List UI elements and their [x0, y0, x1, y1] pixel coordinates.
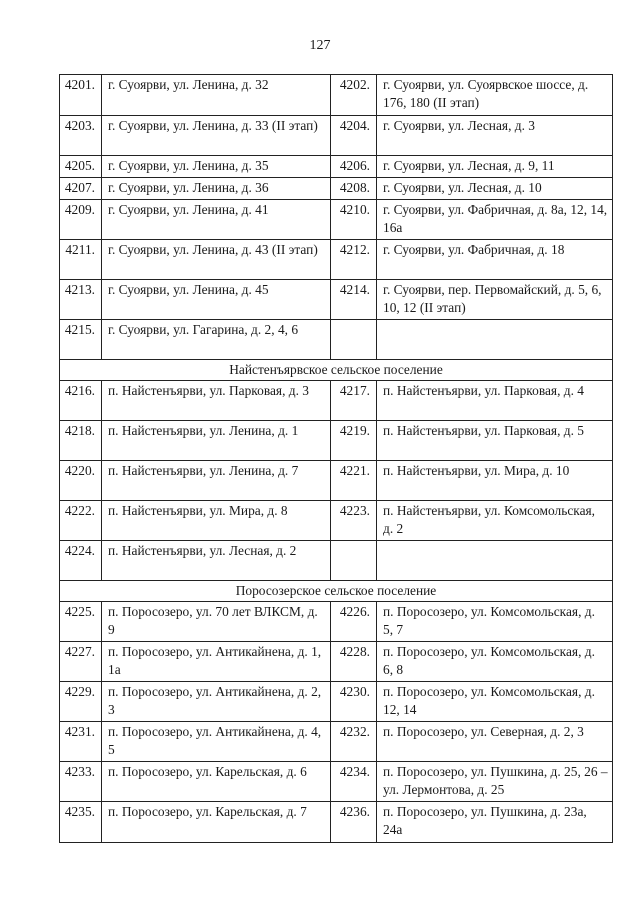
entry-number-right: 4206.	[331, 156, 377, 178]
address-left: п. Найстенъярви, ул. Мира, д. 8	[102, 501, 331, 541]
address-left: г. Суоярви, ул. Ленина, д. 32	[102, 75, 331, 116]
entry-number-right: 4221.	[331, 461, 377, 501]
table-row	[60, 421, 613, 461]
table-row	[60, 602, 613, 642]
entry-number-right: 4219.	[331, 421, 377, 461]
address-left: п. Найстенъярви, ул. Ленина, д. 7	[102, 461, 331, 501]
entry-number-left: 4224.	[60, 541, 102, 581]
section-header-row	[60, 360, 613, 381]
address-left: п. Поросозеро, ул. Антикайнена, д. 2, 3	[102, 682, 331, 722]
entry-number-left: 4201.	[60, 75, 102, 116]
address-left: г. Суоярви, ул. Ленина, д. 41	[102, 200, 331, 240]
entry-number-right: 4232.	[331, 722, 377, 762]
entry-number-left: 4233.	[60, 762, 102, 802]
address-table	[59, 74, 613, 843]
address-right: г. Суоярви, ул. Суоярвское шоссе, д. 176, 180 (II этап)	[377, 75, 613, 116]
entry-number-right	[331, 320, 377, 360]
entry-number-right: 4226.	[331, 602, 377, 642]
entry-number-left: 4216.	[60, 381, 102, 421]
address-left: п. Найстенъярви, ул. Лесная, д. 2	[102, 541, 331, 581]
address-right: п. Поросозеро, ул. Северная, д. 2, 3	[377, 722, 613, 762]
table-row	[60, 320, 613, 360]
table-row	[60, 75, 613, 116]
address-table-body	[60, 75, 613, 843]
address-left: п. Поросозеро, ул. Карельская, д. 6	[102, 762, 331, 802]
table-row	[60, 682, 613, 722]
address-right: п. Поросозеро, ул. Комсомольская, д. 5, 7	[377, 602, 613, 642]
address-right: п. Найстенъярви, ул. Парковая, д. 4	[377, 381, 613, 421]
entry-number-right: 4208.	[331, 178, 377, 200]
address-right: п. Поросозеро, ул. Пушкина, д. 23а, 24а	[377, 802, 613, 843]
address-right: п. Найстенъярви, ул. Парковая, д. 5	[377, 421, 613, 461]
table-row	[60, 200, 613, 240]
address-left: п. Поросозеро, ул. Антикайнена, д. 4, 5	[102, 722, 331, 762]
section-title: Поросозерское сельское поселение	[60, 581, 613, 602]
table-row	[60, 240, 613, 280]
address-right	[377, 320, 613, 360]
entry-number-left: 4220.	[60, 461, 102, 501]
section-header-row	[60, 581, 613, 602]
entry-number-right: 4228.	[331, 642, 377, 682]
address-left: г. Суоярви, ул. Ленина, д. 36	[102, 178, 331, 200]
entry-number-left: 4205.	[60, 156, 102, 178]
address-right: г. Суоярви, ул. Лесная, д. 10	[377, 178, 613, 200]
entry-number-left: 4213.	[60, 280, 102, 320]
entry-number-right: 4223.	[331, 501, 377, 541]
table-row	[60, 802, 613, 843]
address-right	[377, 541, 613, 581]
entry-number-right: 4234.	[331, 762, 377, 802]
table-row	[60, 280, 613, 320]
address-left: г. Суоярви, ул. Ленина, д. 33 (II этап)	[102, 116, 331, 156]
table-row	[60, 762, 613, 802]
entry-number-left: 4218.	[60, 421, 102, 461]
entry-number-right: 4212.	[331, 240, 377, 280]
table-row	[60, 381, 613, 421]
entry-number-right: 4210.	[331, 200, 377, 240]
table-row	[60, 501, 613, 541]
address-left: п. Найстенъярви, ул. Парковая, д. 3	[102, 381, 331, 421]
entry-number-right: 4204.	[331, 116, 377, 156]
table-row	[60, 642, 613, 682]
entry-number-left: 4235.	[60, 802, 102, 843]
address-left: п. Поросозеро, ул. Карельская, д. 7	[102, 802, 331, 843]
table-row	[60, 116, 613, 156]
address-right: г. Суоярви, ул. Фабричная, д. 8а, 12, 14, 16а	[377, 200, 613, 240]
entry-number-right: 4202.	[331, 75, 377, 116]
address-right: п. Найстенъярви, ул. Комсомольская, д. 2	[377, 501, 613, 541]
page-number: 127	[309, 38, 331, 53]
address-right: г. Суоярви, ул. Фабричная, д. 18	[377, 240, 613, 280]
entry-number-left: 4222.	[60, 501, 102, 541]
address-right: п. Поросозеро, ул. Пушкина, д. 25, 26 – ул. Лермонтова, д. 25	[377, 762, 613, 802]
address-left: г. Суоярви, ул. Гагарина, д. 2, 4, 6	[102, 320, 331, 360]
table-row	[60, 541, 613, 581]
entry-number-left: 4207.	[60, 178, 102, 200]
address-right: г. Суоярви, пер. Первомайский, д. 5, 6, 10, 12 (II этап)	[377, 280, 613, 320]
entry-number-left: 4225.	[60, 602, 102, 642]
entry-number-left: 4209.	[60, 200, 102, 240]
entry-number-left: 4203.	[60, 116, 102, 156]
address-left: п. Поросозеро, ул. Антикайнена, д. 1, 1а	[102, 642, 331, 682]
address-right: г. Суоярви, ул. Лесная, д. 9, 11	[377, 156, 613, 178]
section-title: Найстенъярвское сельское поселение	[60, 360, 613, 381]
entry-number-right: 4236.	[331, 802, 377, 843]
entry-number-right: 4214.	[331, 280, 377, 320]
table-row	[60, 178, 613, 200]
address-left: г. Суоярви, ул. Ленина, д. 45	[102, 280, 331, 320]
entry-number-right	[331, 541, 377, 581]
address-left: п. Поросозеро, ул. 70 лет ВЛКСМ, д. 9	[102, 602, 331, 642]
entry-number-right: 4230.	[331, 682, 377, 722]
entry-number-left: 4227.	[60, 642, 102, 682]
entry-number-left: 4229.	[60, 682, 102, 722]
entry-number-left: 4211.	[60, 240, 102, 280]
entry-number-left: 4231.	[60, 722, 102, 762]
table-row	[60, 461, 613, 501]
table-row	[60, 722, 613, 762]
entry-number-left: 4215.	[60, 320, 102, 360]
address-left: г. Суоярви, ул. Ленина, д. 35	[102, 156, 331, 178]
address-left: г. Суоярви, ул. Ленина, д. 43 (II этап)	[102, 240, 331, 280]
address-right: г. Суоярви, ул. Лесная, д. 3	[377, 116, 613, 156]
address-right: п. Поросозеро, ул. Комсомольская, д. 12, 14	[377, 682, 613, 722]
address-right: п. Найстенъярви, ул. Мира, д. 10	[377, 461, 613, 501]
table-row	[60, 156, 613, 178]
entry-number-right: 4217.	[331, 381, 377, 421]
address-left: п. Найстенъярви, ул. Ленина, д. 1	[102, 421, 331, 461]
address-right: п. Поросозеро, ул. Комсомольская, д. 6, 8	[377, 642, 613, 682]
